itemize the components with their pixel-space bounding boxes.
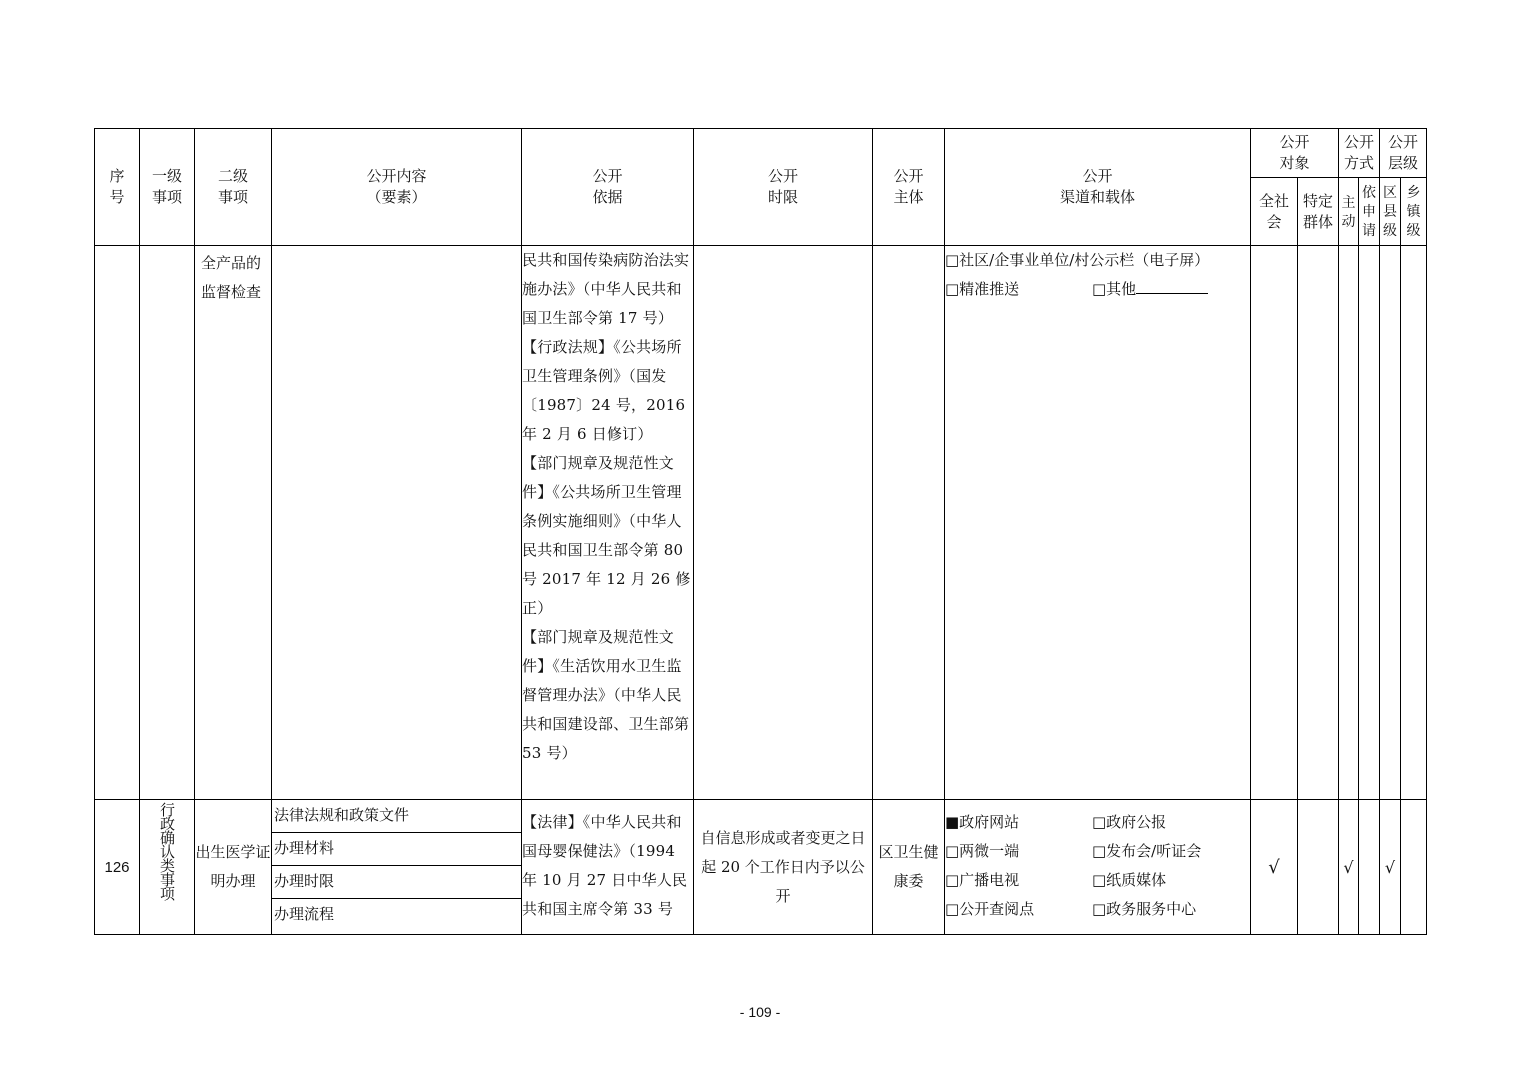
row1-channel — [945, 246, 1251, 800]
row2-contents — [272, 800, 522, 935]
blank-underline — [1136, 278, 1208, 294]
row2-method-active: √ — [1339, 800, 1359, 935]
row1-subject — [873, 246, 945, 800]
content-item: 办理时限 — [272, 866, 521, 899]
header-target: 公开 对象 — [1251, 129, 1339, 178]
row1-seq — [95, 246, 140, 800]
row2-timelimit: 自信息形成或者变更之日起 20 个工作日内予以公开 — [694, 800, 873, 935]
channel-option: □精准推送 — [945, 280, 1020, 298]
channel-line — [945, 275, 1250, 304]
header-content: 公开内容 （要素） — [272, 129, 522, 246]
page-number: - 109 - — [739, 1004, 781, 1020]
row1-level-district — [1380, 246, 1401, 800]
row2-channel — [945, 800, 1251, 935]
row2-level2 — [195, 800, 272, 935]
header-channel: 公开 渠道和载体 — [945, 129, 1251, 246]
channel-option: □两微一端 — [945, 842, 1020, 860]
header-basis: 公开 依据 — [522, 129, 694, 246]
channel-option: □公开查阅点 — [945, 900, 1035, 918]
row2-level2-text: 出生医学证明办理 — [195, 843, 271, 890]
channel-option: □纸质媒体 — [1092, 871, 1167, 889]
header-method: 公开 方式 — [1339, 129, 1380, 178]
channel-option-label: □其他 — [1092, 280, 1137, 298]
header-target-group: 特定 群体 — [1298, 178, 1339, 246]
row2-level-town — [1401, 800, 1427, 935]
header-level2: 二级 事项 — [195, 129, 272, 246]
channel-line — [945, 866, 1250, 895]
channel-line — [945, 808, 1250, 837]
channel-option-other — [1092, 275, 1208, 304]
row2-subject: 区卫生健康委 — [873, 800, 945, 935]
channel-option: □发布会/听证会 — [1092, 842, 1202, 860]
content-item: 办理流程 — [274, 905, 335, 923]
row2-method-request — [1359, 800, 1380, 935]
row1-basis: 民共和国传染病防治法实施办法》（中华人民共和国卫生部令第 17 号） 【行政法规】《公共场所卫生管理条例》（国发〔1987〕24 号，2016 年 2 月 6 日修订） 【部门规章及规范性文件】《公共场所卫生管理条例实施细则》（中华人民共和国卫生部令第 80 号 2017 年 12 月 26 修正） 【部门规章及规范性文件】《生活饮用水卫生监督管理办法》（中华人民共和国建设部、卫生部第 53 号） — [522, 246, 694, 800]
header-method-request: 依 申 请 — [1359, 178, 1380, 246]
row1-level1 — [140, 246, 195, 800]
channel-option: □广播电视 — [945, 871, 1020, 889]
header-method-active: 主 动 — [1339, 178, 1359, 246]
row2-level1-text: 行政确认类事项 — [158, 802, 176, 900]
row1-method-request — [1359, 246, 1380, 800]
contents-list — [272, 800, 521, 934]
header-level-district: 区 县 级 — [1380, 178, 1401, 246]
header-level: 公开 层级 — [1380, 129, 1427, 178]
row2-seq: 126 — [95, 800, 140, 935]
header-subject: 公开 主体 — [873, 129, 945, 246]
channel-option: □政务服务中心 — [1092, 900, 1197, 918]
row2-level1 — [140, 800, 195, 935]
row2-target-group — [1298, 800, 1339, 935]
channel-line: □社区/企事业单位/村公示栏（电子屏） — [945, 251, 1210, 269]
row2-basis: 【法律】《中华人民共和国母婴保健法》（1994 年 10 月 27 日中华人民共和国主席令第 33 号 — [522, 800, 694, 935]
row1-timelimit — [694, 246, 873, 800]
channel-option: □政府公报 — [1092, 813, 1167, 831]
header-seq: 序 号 — [95, 129, 140, 246]
row1-target-all — [1251, 246, 1298, 800]
channel-option: ■政府网站 — [945, 813, 1020, 831]
channel-line — [945, 837, 1250, 866]
table-row — [95, 800, 1427, 935]
channel-line — [945, 895, 1250, 924]
header-target-all: 全社 会 — [1251, 178, 1298, 246]
row1-content — [272, 246, 522, 800]
row1-level2: 全产品的监督检查 — [195, 246, 272, 800]
row2-target-all: √ — [1251, 800, 1298, 935]
header-level-town: 乡 镇 级 — [1401, 178, 1427, 246]
header-level1: 一级 事项 — [140, 129, 195, 246]
row1-target-group — [1298, 246, 1339, 800]
content-item: 法律法规和政策文件 — [272, 800, 521, 833]
row2-level-district: √ — [1380, 800, 1401, 935]
row1-method-active — [1339, 246, 1359, 800]
header-timelimit: 公开 时限 — [694, 129, 873, 246]
table-row — [95, 246, 1427, 800]
disclosure-table — [94, 128, 1427, 935]
row1-level-town — [1401, 246, 1427, 800]
content-item: 办理材料 — [272, 833, 521, 866]
